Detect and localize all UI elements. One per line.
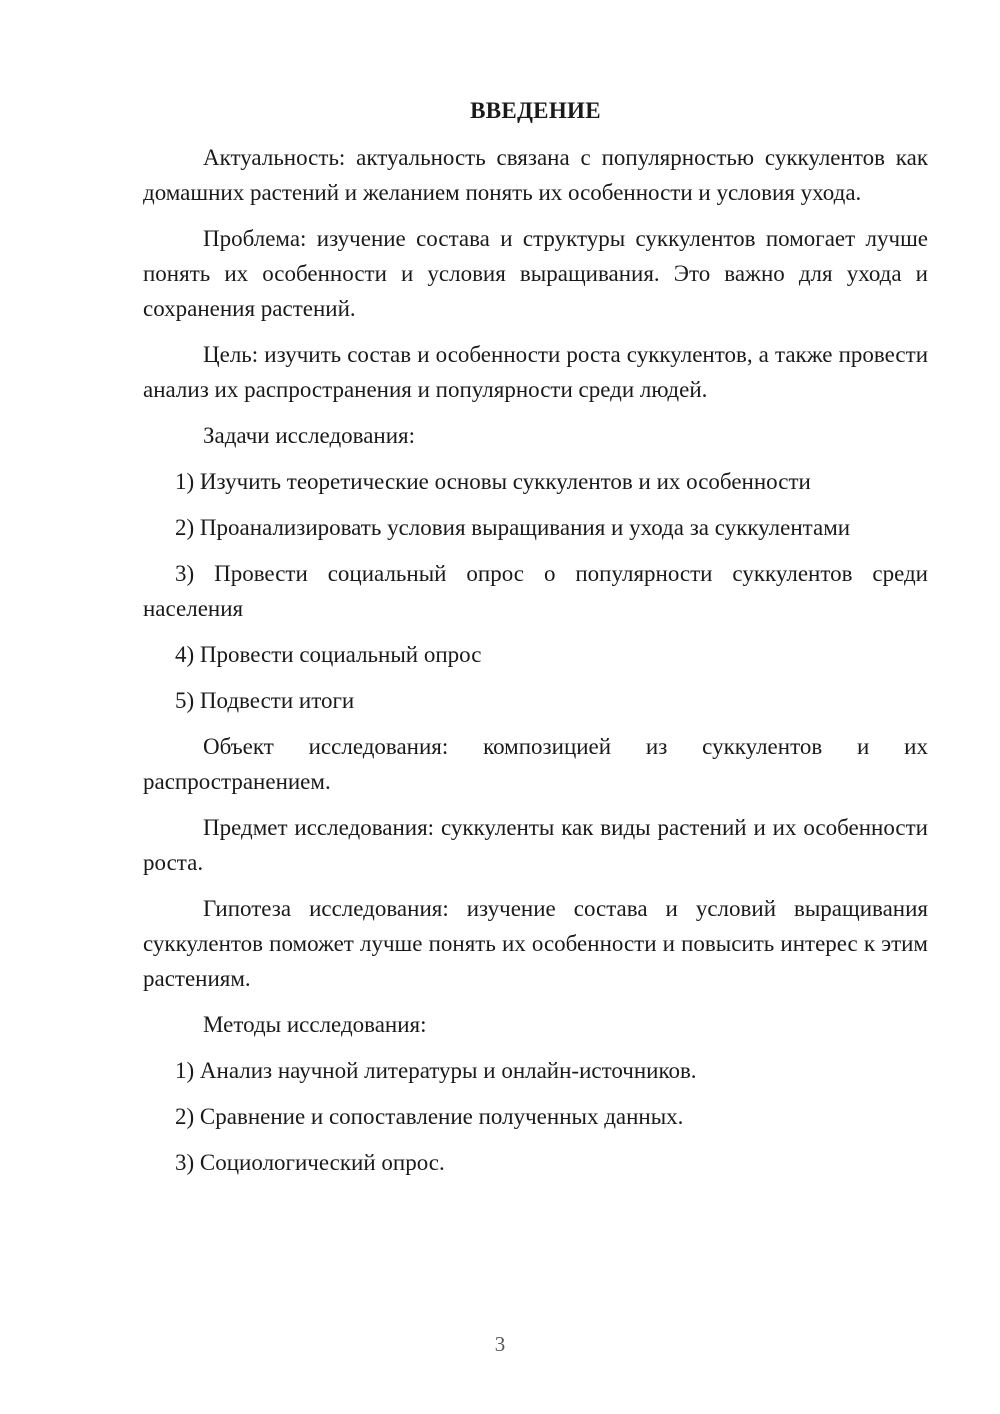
tasks-title: Задачи исследования: bbox=[203, 423, 416, 448]
goal-paragraph: Цель: изучить состав и особенности роста суккулентов, а также провести анализ их распространения и популярности среди людей. bbox=[143, 342, 928, 402]
subject-paragraph: Предмет исследования: суккуленты как виды растений и их особенности роста. bbox=[143, 815, 928, 875]
section-heading: ВВЕДЕНИЕ bbox=[470, 98, 601, 123]
relevance-paragraph: Актуальность: актуальность связана с популярностью суккулентов как домашних растений и желанием понять их особенности и условия ухода. bbox=[143, 145, 928, 205]
task-item: 3) Провести социальный опрос о популярности суккулентов среди населения bbox=[143, 561, 928, 621]
hypothesis-paragraph: Гипотеза исследования: изучение состава и условий выращивания суккулентов поможет лучше понять их особенности и повысить интерес к этим растениям. bbox=[143, 896, 928, 991]
problem-paragraph: Проблема: изучение состава и структуры суккулентов помогает лучше понять их особенности и условия выращивания. Это важно для ухода и сохранения растений. bbox=[143, 226, 928, 321]
method-item: 1) Анализ научной литературы и онлайн-источников. bbox=[175, 1058, 697, 1083]
method-item: 3) Социологический опрос. bbox=[175, 1150, 445, 1175]
task-item: 4) Провести социальный опрос bbox=[175, 642, 482, 667]
task-item: 5) Подвести итоги bbox=[175, 688, 355, 713]
document-page bbox=[143, 94, 928, 1191]
task-item: 1) Изучить теоретические основы суккулентов и их особенности bbox=[175, 469, 811, 494]
object-paragraph: Объект исследования: композицией из суккулентов и их распространением. bbox=[143, 734, 928, 794]
methods-title: Методы исследования: bbox=[203, 1012, 427, 1037]
task-item: 2) Проанализировать условия выращивания и ухода за суккулентами bbox=[175, 515, 851, 540]
method-item: 2) Сравнение и сопоставление полученных данных. bbox=[175, 1104, 684, 1129]
page-number: 3 bbox=[494, 1332, 506, 1356]
